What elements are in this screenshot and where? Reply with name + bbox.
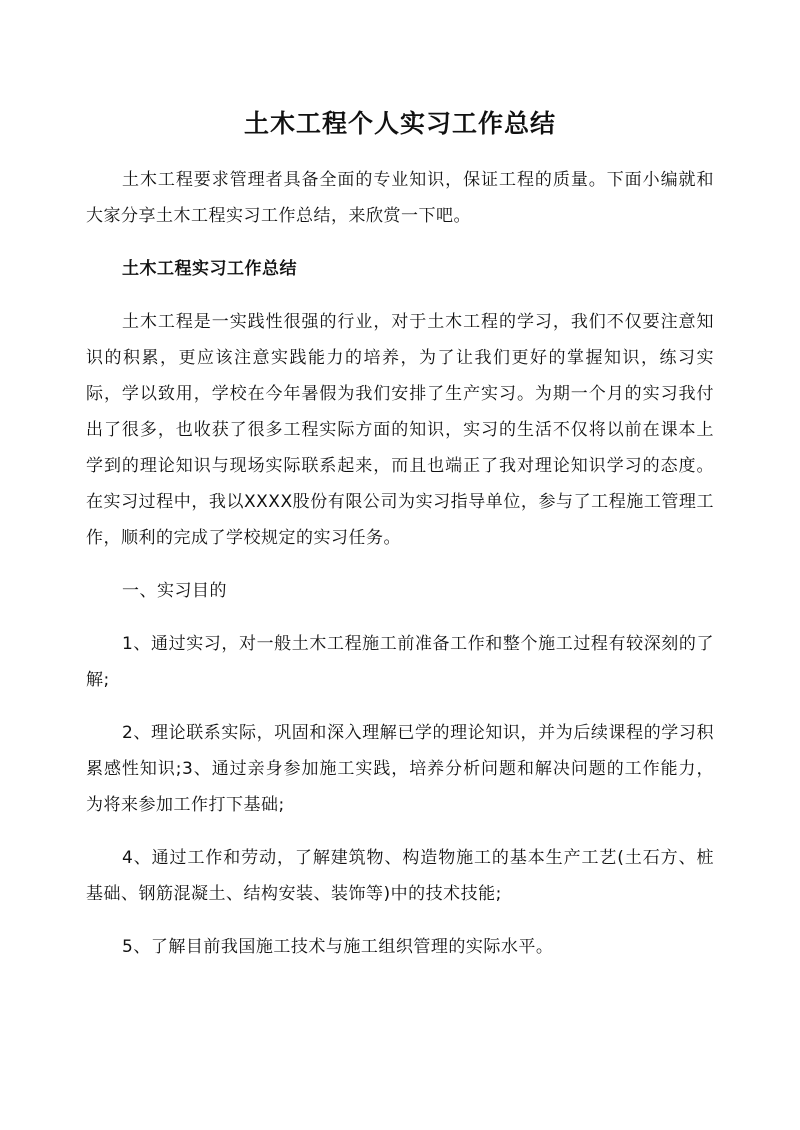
main-paragraph: 土木工程是一实践性很强的行业，对于土木工程的学习，我们不仅要注意知识的积累，更应该注意实践能力的培养，为了让我们更好的掌握知识，练习实际，学以致用，学校在今年暑假为我们安排了生产实习。为期一个月的实习我付出了很多，也收获了很多工程实际方面的知识，实习的生活不仅将以前在课本上学到的理论知识与现场实际联系起来，而且也端正了我对理论知识学习的态度。在实习过程中，我以XXXX股份有限公司为实习指导单位，参与了工程施工管理工作，顺利的完成了学校规定的实习任务。 bbox=[86, 312, 714, 548]
purpose-heading: 一、实习目的 bbox=[122, 581, 227, 601]
document-title: 土木工程个人实习工作总结 bbox=[243, 109, 556, 138]
document-body bbox=[86, 162, 714, 982]
purpose-item-5: 5、了解目前我国施工技术与施工组织管理的实际水平。 bbox=[122, 937, 554, 957]
section-heading: 土木工程实习工作总结 bbox=[122, 259, 297, 279]
intro-paragraph: 土木工程要求管理者具备全面的专业知识，保证工程的质量。下面小编就和大家分享土木工程实习工作总结，来欣赏一下吧。 bbox=[86, 170, 714, 226]
purpose-item-4: 4、通过工作和劳动，了解建筑物、构造物施工的基本生产工艺(土石方、桩基础、钢筋混凝土、结构安装、装饰等)中的技术技能; bbox=[86, 848, 714, 904]
purpose-item-1: 1、通过实习，对一般土木工程施工前准备工作和整个施工过程有较深刻的了解; bbox=[86, 634, 714, 690]
purpose-item-2: 2、理论联系实际，巩固和深入理解已学的理论知识，并为后续课程的学习积累感性知识;3、通过亲身参加施工实践，培养分析问题和解决问题的工作能力，为将来参加工作打下基础; bbox=[86, 723, 714, 815]
